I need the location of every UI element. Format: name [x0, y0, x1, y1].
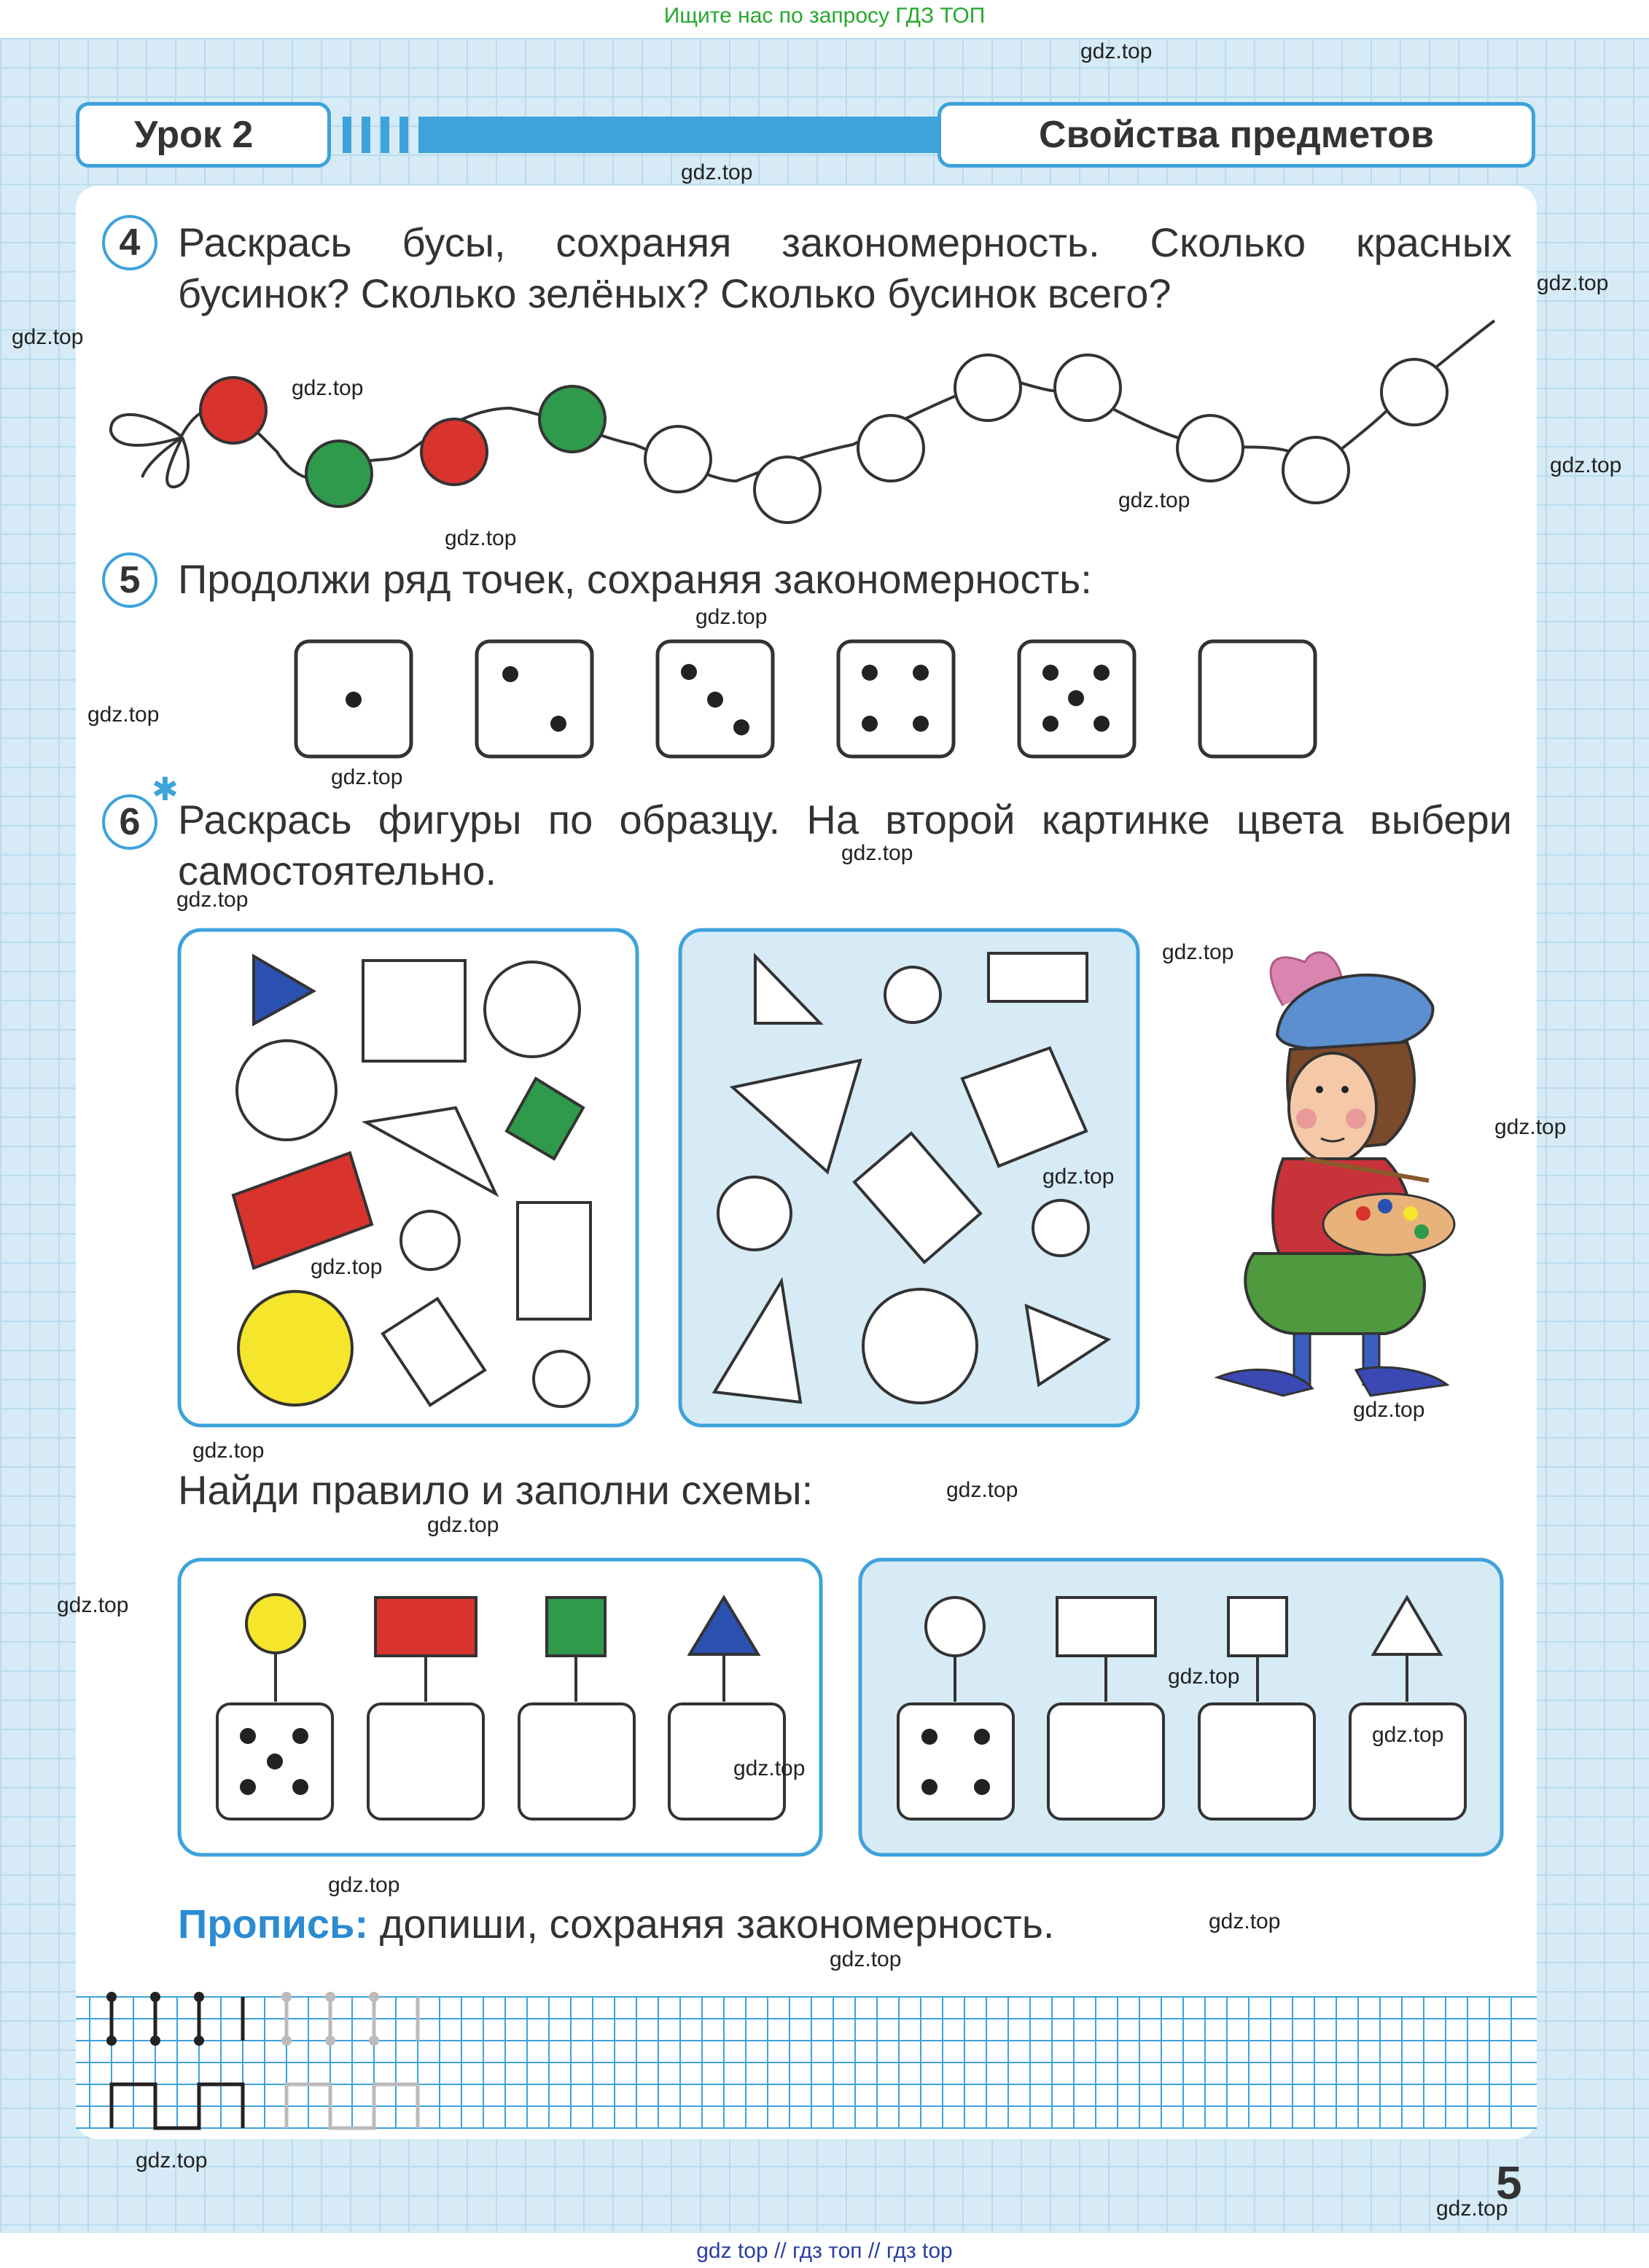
star-icon: ✱: [152, 772, 179, 808]
dice-four: [838, 641, 954, 756]
schemes-instruction: Найди правило и заполни схемы:: [178, 1467, 814, 1513]
watermark: gdz.top: [192, 1439, 265, 1463]
lesson-label: Урок 2: [76, 102, 331, 168]
painter-boy-illustration: [1217, 953, 1454, 1396]
task-6-text-line1: Раскрась фигуры по образцу. На второй картинке цвета выбери: [178, 797, 1512, 842]
watermark: gdz.top: [830, 1947, 902, 1971]
watermark: gdz.top: [1353, 1398, 1425, 1422]
watermark: gdz.top: [733, 1756, 806, 1780]
task-6-number: 6: [102, 794, 157, 850]
task-4-text-line1: Раскрась бусы, сохраняя закономерность. Сколько красных: [178, 219, 1512, 265]
bead-empty: [755, 457, 820, 523]
dice-empty[interactable]: [1200, 641, 1315, 756]
bead-empty: [1283, 437, 1349, 503]
watermark: gdz.top: [427, 1513, 499, 1537]
beads-necklace: [111, 321, 1494, 523]
sample-shapes-panel: [179, 930, 637, 1426]
scheme-left[interactable]: [179, 1560, 821, 1855]
top-banner[interactable]: Ищите нас по запросу ГДЗ ТОП: [663, 4, 986, 28]
watermark: gdz.top: [695, 605, 768, 629]
dice-row: [296, 641, 1315, 756]
bead-empty: [858, 415, 924, 481]
page-number: 5: [1496, 2156, 1522, 2209]
bead-green: [306, 441, 372, 507]
scheme-right[interactable]: [860, 1560, 1502, 1855]
watermark: gdz.top: [946, 1478, 1018, 1502]
watermark: gdz.top: [331, 765, 403, 789]
watermark: gdz.top: [1118, 488, 1190, 512]
bead-empty: [1055, 355, 1120, 421]
propis-grid[interactable]: [76, 1990, 1537, 2128]
beads-bow: [111, 415, 188, 487]
propis-label: Пропись:: [178, 1901, 369, 1947]
watermark: gdz.top: [1209, 1909, 1281, 1933]
bead-empty: [645, 426, 711, 492]
watermark: gdz.top: [1162, 940, 1234, 964]
watermark: gdz.top: [12, 325, 84, 349]
task-6-text-line2: самостоятельно.: [178, 848, 497, 893]
watermark: gdz.top: [1550, 453, 1622, 477]
watermark: gdz.top: [1080, 39, 1153, 63]
watermark: gdz.top: [136, 2148, 208, 2173]
task-5-text: Продолжи ряд точек, сохраняя закономерность:: [178, 556, 1092, 602]
propis-text: допиши, сохраняя закономерность.: [379, 1901, 1055, 1947]
watermark: gdz.top: [87, 703, 160, 727]
watermark: gdz.top: [292, 376, 364, 400]
propis-instruction: [178, 1899, 1054, 1950]
bead-red: [421, 419, 487, 485]
watermark: gdz.top: [311, 1255, 383, 1279]
watermark: gdz.top: [445, 526, 517, 550]
bead-empty: [955, 355, 1021, 421]
watermark: gdz.top: [1042, 1165, 1115, 1189]
task-4-number: 4: [102, 215, 157, 270]
watermark: gdz.top: [328, 1873, 400, 1897]
task-5-number: 5: [102, 552, 157, 608]
bottom-banner[interactable]: gdz top // гдз топ // гдз top: [696, 2239, 953, 2263]
bead-empty: [1177, 415, 1243, 481]
watermark: gdz.top: [1436, 2197, 1508, 2221]
watermark: gdz.top: [57, 1593, 129, 1617]
bead-green: [539, 386, 605, 452]
bead-empty: [1381, 359, 1447, 425]
watermark: gdz.top: [1168, 1665, 1240, 1689]
watermark: gdz.top: [681, 160, 753, 184]
watermark: gdz.top: [1372, 1723, 1444, 1747]
watermark: gdz.top: [841, 841, 913, 865]
watermark: gdz.top: [1494, 1115, 1567, 1139]
watermark: gdz.top: [1537, 271, 1609, 295]
task-4-text-line2: бусинок? Сколько зелёных? Сколько бусинок всего?: [178, 270, 1172, 316]
dice-two: [477, 641, 592, 756]
watermark: gdz.top: [176, 888, 249, 912]
bead-red: [200, 378, 266, 443]
page-title: Свойства предметов: [937, 102, 1535, 168]
